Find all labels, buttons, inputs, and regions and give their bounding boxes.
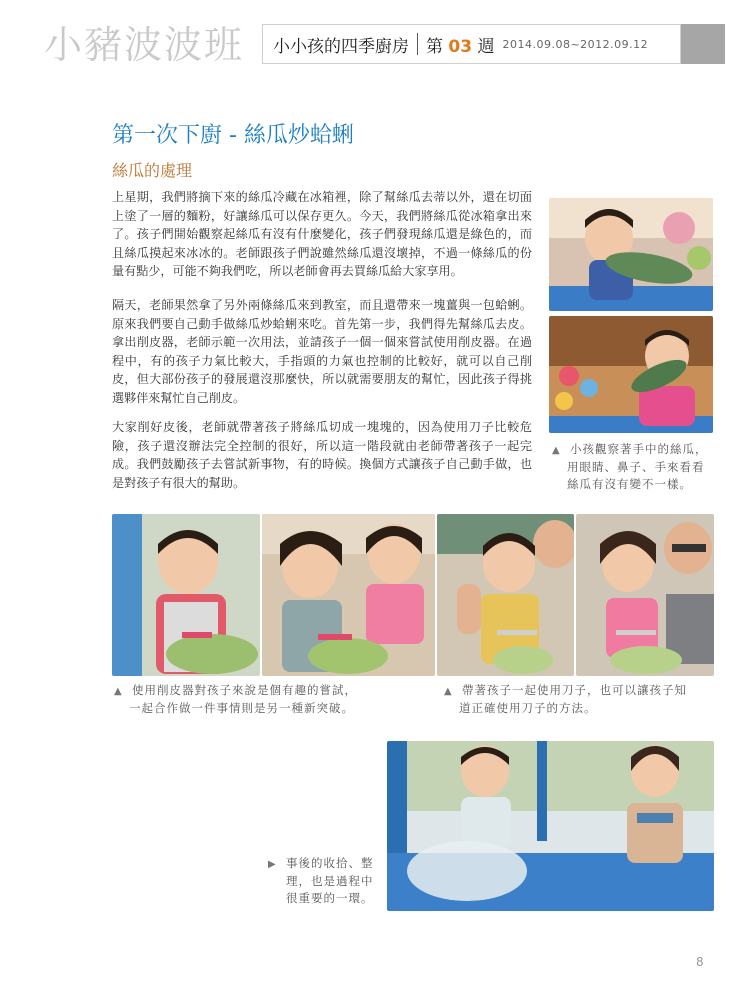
photo-boy-holding-loofah-1 [549, 198, 713, 311]
brand-title: 小豬波波班 [44, 23, 245, 67]
page-number: 8 [696, 955, 704, 969]
photo-cutting-boy [437, 514, 574, 676]
photo-cutting-girl [576, 514, 714, 676]
caption-marker-icon: ▲ [444, 686, 453, 697]
caption-marker-icon: ▶ [268, 859, 277, 870]
section-heading: 絲瓜的處理 [112, 161, 193, 180]
caption-observe: ▲ 小孩觀察著手中的絲瓜， 用眼睛、鼻子、手來看看 絲瓜有沒有變不一樣。 [552, 442, 708, 491]
paragraph-3: 大家削好皮後，老師就帶著孩子將絲瓜切成一塊塊的，因為使用刀子比較危險，孩子還沒辦法完全控制的很好，所以這一階段就由老師帶著孩子一起完成。我們鼓勵孩子去嘗試新事物，有的時候。換個方式讓孩子自己動手做，也是對孩子有很大的幫助。 [112, 420, 532, 490]
week-number: 03 [448, 36, 473, 57]
photo-peeling-girls [262, 514, 435, 676]
photo-peeling-boy [112, 514, 260, 676]
header-divider [417, 33, 418, 55]
paragraph-2: 隔天，老師果然拿了另外兩條絲瓜來到教室，而且還帶來一塊薑與一包蛤蜊。原來我們要自己動手做絲瓜炒蛤蜊來吃。首先第一步，我們得先幫絲瓜去皮。拿出削皮器，老師示範一次用法，並請孩子一個一個來嘗試使用削皮器。在過程中，有的孩子力氣比較大，手指頭的力氣也控制的比較好，就可以自己削皮，但大部份孩子的發展還沒那麼快，所以就需要朋友的幫忙，因此孩子得挑選夥伴來幫忙自己削皮。 [112, 298, 532, 405]
caption-cleanup: ▶ 事後的收拾、整 理，也是過程中 很重要的一環。 [268, 856, 374, 905]
caption-marker-icon: ▲ [552, 445, 561, 456]
photo-boy-holding-loofah-2 [549, 316, 713, 433]
series-subtitle: 小小孩的四季廚房 [273, 36, 409, 57]
photo-cleanup [387, 741, 714, 911]
paragraph-1: 上星期，我們將摘下來的絲瓜冷藏在冰箱裡，除了幫絲瓜去蒂以外，還在切面上塗了一層的麵粉，好讓絲瓜可以保存更久。今天，我們將絲瓜從冰箱拿出來了。孩子們開始觀察起絲瓜有沒有什麼變化，孩子們發現絲瓜還是綠色的，而且絲瓜摸起來冰冰的。老師跟孩子們說雖然絲瓜還沒壞掉，不過一條絲瓜的份量有點少，可能不夠我們吃，所以老師會再去買絲瓜給大家享用。 [112, 190, 532, 278]
date-range: 2014.09.08~2012.09.12 [502, 37, 649, 51]
caption-marker-icon: ▲ [114, 686, 123, 697]
caption-peeler: ▲ 使用削皮器對孩子來說是個有趣的嘗試， 一起合作做一件事情則是另一種新突破。 [114, 683, 358, 715]
header-grey-tab [681, 24, 725, 64]
header-box [262, 24, 681, 64]
week-label: 第 03 週 [426, 36, 495, 57]
article-title: 第一次下廚 - 絲瓜炒蛤蜊 [112, 123, 354, 148]
caption-knife: ▲ 帶著孩子一起使用刀子，也可以讓孩子知 道正確使用刀子的方法。 [444, 683, 688, 715]
